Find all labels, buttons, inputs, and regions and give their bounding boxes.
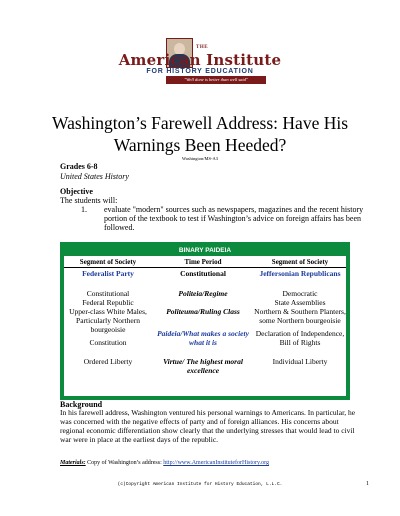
table-cell: Paideia/What makes a society what it is [157, 329, 249, 347]
binary-paideia-table [60, 242, 350, 400]
column-header: Segment of Society [79, 258, 137, 266]
logo-the: THE [196, 45, 209, 50]
objective-heading: Objective [60, 187, 93, 196]
materials-line [60, 460, 269, 466]
table-cell: Virtue/ The highest moral excellence [163, 357, 243, 375]
table-cell: State Assemblies [274, 298, 326, 307]
table-cell: Ordered Liberty [83, 357, 133, 366]
logo-title: American Institute [118, 51, 282, 69]
table-cell: Individual Liberty [272, 357, 328, 366]
table-cell: Politeia/Regime [178, 289, 228, 298]
party-cell: Constitutional [180, 269, 226, 278]
background-text: In his farewell address, Washington ventured his personal warnings to Americans. In particular, he was concerned with the negative effects of party and of foreign alliances. His concerns about regional economic differentiation show clearly that the underlying stresses that would lead to civil war were in place at the earliest days of the republic. [60, 408, 356, 444]
objective-intro: The students will: [60, 196, 118, 205]
copyright-footer: (c)Copyright American Institute for History Education, L.L.C. [117, 482, 283, 487]
page-title: Washington’s Farewell Address: Have His Warnings Been Heeded? [51, 113, 349, 155]
party-cell: Jeffersonian Republicans [259, 269, 341, 278]
materials-link[interactable]: http://www.AmericanInstituteforHistory.org [163, 460, 270, 466]
background-heading: Background [60, 400, 103, 409]
table-title: BINARY PAIDEIA [64, 246, 346, 256]
party-cell: Federalist Party [82, 269, 134, 278]
column-header: Time Period [184, 258, 222, 266]
subject-label: United States History [60, 172, 129, 181]
materials-text: Copy of Washington’s address: [85, 460, 164, 466]
header-divider [64, 267, 346, 268]
objective-item-text: evaluate "modern" sources such as newspapers, magazines and the recent history portion of the textbook to test if Washington’s advice on foreign affairs has been followed. [104, 205, 364, 232]
logo-tagline: "Well done is better than well said" [166, 76, 266, 84]
table-cell: Constitution [89, 338, 127, 347]
materials-label: Materials: [60, 460, 86, 466]
logo-subtitle: FOR HISTORY EDUCATION [146, 68, 254, 75]
page-number: 1 [366, 481, 369, 487]
objective-item-number: 1. [81, 205, 87, 214]
table-cell: Upper-class White Males, Particularly Northern bourgeoisie [69, 307, 147, 334]
table-cell: Federal Republic [82, 298, 134, 307]
grades-heading: Grades 6-8 [60, 162, 98, 171]
table-cell: Politeuma/Ruling Class [166, 307, 240, 316]
table-cell: Declaration of Independence, Bill of Rights [255, 329, 345, 347]
table-cell: Constitutional [86, 289, 130, 298]
table-cell: Northern & Southern Planters, some Northern bourgeoisie [254, 307, 346, 325]
column-header: Segment of Society [271, 258, 329, 266]
document-code: Washington/MS-A3 [181, 156, 219, 161]
table-cell: Democratic [282, 289, 318, 298]
